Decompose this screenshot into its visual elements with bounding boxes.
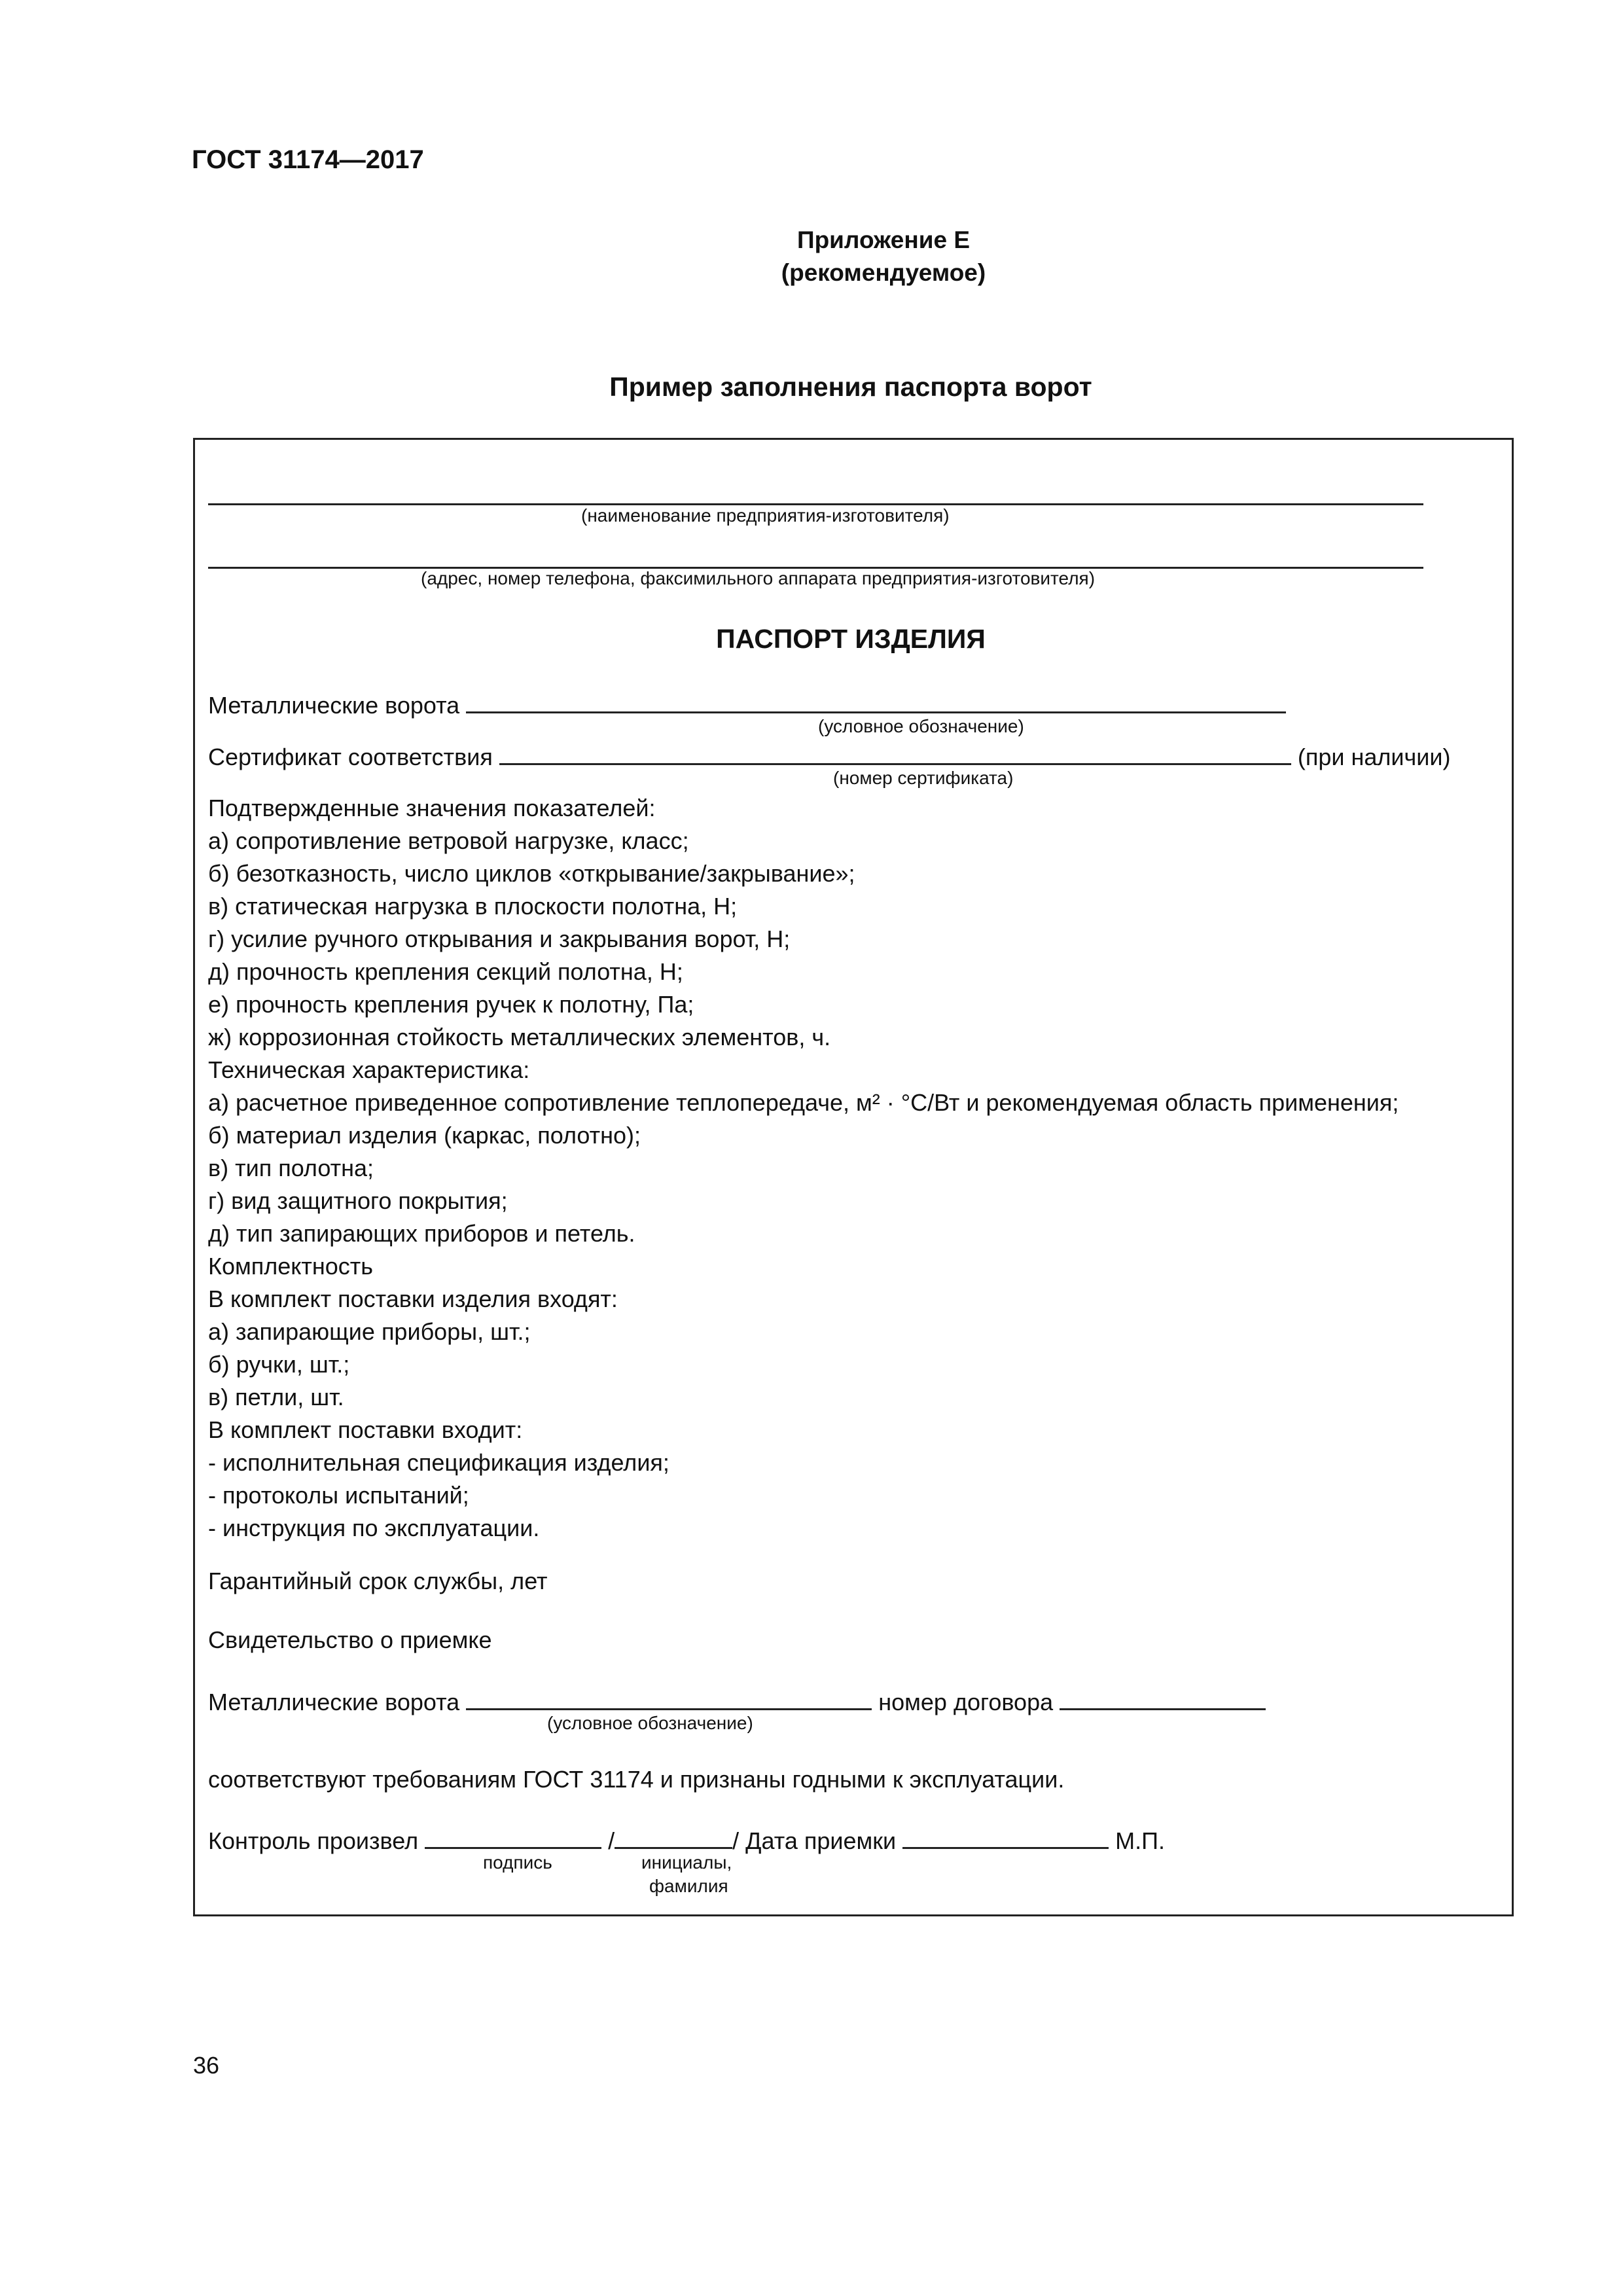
contract-number-field[interactable] bbox=[1060, 1686, 1266, 1710]
list-item: б) материал изделия (каркас, полотно); bbox=[208, 1122, 641, 1149]
list-item: в) тип полотна; bbox=[208, 1155, 374, 1181]
list-item: б) ручки, шт.; bbox=[208, 1351, 350, 1378]
cert-row bbox=[208, 741, 1450, 771]
list-item: г) вид защитного покрытия; bbox=[208, 1187, 508, 1214]
gates-designation-field[interactable] bbox=[466, 689, 1286, 713]
control-label: Контроль произвел bbox=[208, 1827, 419, 1854]
list-item: д) тип запирающих приборов и петель. bbox=[208, 1220, 635, 1247]
list-item: Комплектность bbox=[208, 1253, 374, 1280]
initials-field[interactable] bbox=[615, 1825, 732, 1849]
date-label: / Дата приемки bbox=[732, 1827, 897, 1854]
gates-row bbox=[208, 689, 1286, 719]
acceptance-heading: Свидетельство о приемке bbox=[208, 1626, 492, 1653]
initials-caption-line2: фамилия bbox=[649, 1876, 728, 1896]
list-item: а) запирающие приборы, шт.; bbox=[208, 1318, 531, 1345]
list-item: в) статическая нагрузка в плоскости полотна, Н; bbox=[208, 893, 738, 920]
contract-label: номер договора bbox=[878, 1689, 1054, 1715]
appendix-title: Приложение Е bbox=[796, 226, 971, 253]
accept-gates-label: Металлические ворота bbox=[208, 1689, 460, 1715]
acceptance-date-field[interactable] bbox=[902, 1825, 1109, 1849]
list-item: Подтвержденные значения показателей: bbox=[208, 795, 656, 821]
cert-suffix: (при наличии) bbox=[1297, 744, 1451, 770]
passport-list bbox=[208, 792, 1399, 1545]
cert-number-field[interactable] bbox=[499, 741, 1291, 765]
page-number: 36 bbox=[193, 2052, 220, 2079]
accept-gates-caption: (условное обозначение) bbox=[547, 1713, 753, 1733]
cert-label: Сертификат соответствия bbox=[208, 744, 493, 770]
appendix-status: (рекомендуемое) bbox=[781, 259, 986, 286]
slash: / bbox=[608, 1827, 615, 1854]
list-item: г) усилие ручного открывания и закрывания ворот, Н; bbox=[208, 925, 791, 952]
maker-caption: (наименование предприятия-изготовителя) bbox=[581, 505, 950, 526]
gates-label: Металлические ворота bbox=[208, 692, 460, 719]
passport-heading: ПАСПОРТ ИЗДЕЛИЯ bbox=[716, 624, 986, 654]
list-item: ж) коррозионная стойкость металлических элементов, ч. bbox=[208, 1024, 831, 1050]
page-title: Пример заполнения паспорта ворот bbox=[609, 372, 1092, 402]
cert-caption: (номер сертификата) bbox=[833, 768, 1014, 788]
list-item: - инструкция по эксплуатации. bbox=[208, 1515, 540, 1541]
list-item: д) прочность крепления секций полотна, Н; bbox=[208, 958, 683, 985]
appendix-heading bbox=[654, 224, 1113, 289]
stamp-label: М.П. bbox=[1115, 1827, 1166, 1854]
list-item: В комплект поставки изделия входят: bbox=[208, 1285, 618, 1312]
list-item: а) сопротивление ветровой нагрузке, класс; bbox=[208, 827, 689, 854]
accept-gates-row bbox=[208, 1686, 1266, 1716]
list-item: - протоколы испытаний; bbox=[208, 1482, 469, 1509]
signature-caption: подпись bbox=[483, 1852, 552, 1873]
list-item: Техническая характеристика: bbox=[208, 1056, 530, 1083]
initials-caption-line1: инициалы, bbox=[641, 1852, 732, 1873]
list-item: - исполнительная спецификация изделия; bbox=[208, 1449, 669, 1476]
accept-gates-designation-field[interactable] bbox=[466, 1686, 872, 1710]
list-item: б) безотказность, число циклов «открывание/закрывание»; bbox=[208, 860, 855, 887]
signature-field[interactable] bbox=[425, 1825, 601, 1849]
address-caption: (адрес, номер телефона, факсимильного аппарата предприятия-изготовителя) bbox=[421, 568, 1096, 588]
list-item: в) петли, шт. bbox=[208, 1384, 344, 1410]
list-item: е) прочность крепления ручек к полотну, Па; bbox=[208, 991, 694, 1018]
warranty-line: Гарантийный срок службы, лет bbox=[208, 1568, 548, 1594]
control-row bbox=[208, 1825, 1165, 1855]
document-header: ГОСТ 31174—2017 bbox=[192, 145, 424, 174]
gates-caption: (условное обозначение) bbox=[818, 716, 1024, 736]
list-item: а) расчетное приведенное сопротивление теплопередаче, м² · °С/Вт и рекомендуемая область применения; bbox=[208, 1089, 1399, 1116]
compliance-statement: соответствуют требованиям ГОСТ 31174 и признаны годными к эксплуатации. bbox=[208, 1766, 1065, 1793]
list-item: В комплект поставки входит: bbox=[208, 1416, 523, 1443]
